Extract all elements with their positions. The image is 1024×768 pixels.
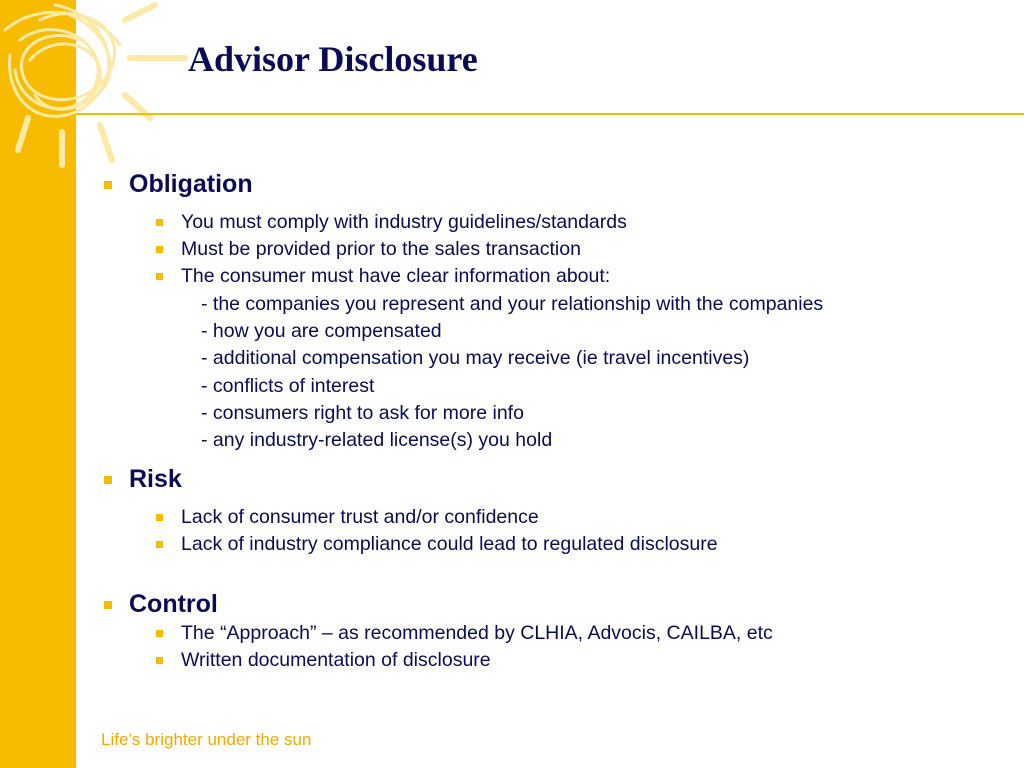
list-item-text: Written documentation of disclosure [181, 649, 491, 671]
list-item-text: The “Approach” – as recommended by CLHIA, Advocis, CAILBA, etc [181, 622, 773, 644]
sub-list-item: - conflicts of interest [201, 375, 375, 397]
slide-title: Advisor Disclosure [188, 39, 478, 79]
list-item [156, 506, 539, 529]
square-bullet-icon [104, 601, 112, 609]
sun-logo-icon [0, 0, 200, 185]
section-heading-label: Risk [129, 465, 182, 493]
list-item-text: You must comply with industry guidelines/standards [181, 211, 627, 233]
section-heading-label: Control [129, 590, 218, 618]
sub-list-item: - consumers right to ask for more info [201, 402, 524, 424]
square-bullet-icon [156, 657, 163, 664]
square-bullet-icon [104, 181, 112, 189]
square-bullet-icon [156, 273, 163, 280]
sub-list-item: - additional compensation you may receive (ie travel incentives) [201, 347, 750, 369]
footer-tagline: Life’s brighter under the sun [101, 730, 312, 749]
list-item-text: The consumer must have clear information about: [181, 265, 611, 287]
list-item [156, 622, 773, 645]
list-item-text: Must be provided prior to the sales transaction [181, 238, 581, 260]
section-heading-obligation [104, 170, 253, 199]
square-bullet-icon [156, 246, 163, 253]
sub-list-item: - the companies you represent and your relationship with the companies [201, 293, 824, 315]
sub-list-item: - any industry-related license(s) you hold [201, 429, 553, 451]
list-item [156, 649, 491, 672]
list-item [156, 533, 718, 556]
square-bullet-icon [156, 514, 163, 521]
list-item-text: Lack of industry compliance could lead to regulated disclosure [181, 533, 718, 555]
list-item [156, 265, 610, 288]
section-heading-label: Obligation [129, 170, 253, 198]
list-item [156, 238, 581, 261]
section-heading-risk [104, 465, 182, 494]
list-item [156, 211, 627, 234]
title-underline [76, 113, 1024, 115]
list-item-text: Lack of consumer trust and/or confidence [181, 506, 539, 528]
square-bullet-icon [156, 541, 163, 548]
section-heading-control [104, 590, 218, 619]
square-bullet-icon [156, 219, 163, 226]
square-bullet-icon [104, 476, 112, 484]
sub-list-item: - how you are compensated [201, 320, 442, 342]
square-bullet-icon [156, 630, 163, 637]
